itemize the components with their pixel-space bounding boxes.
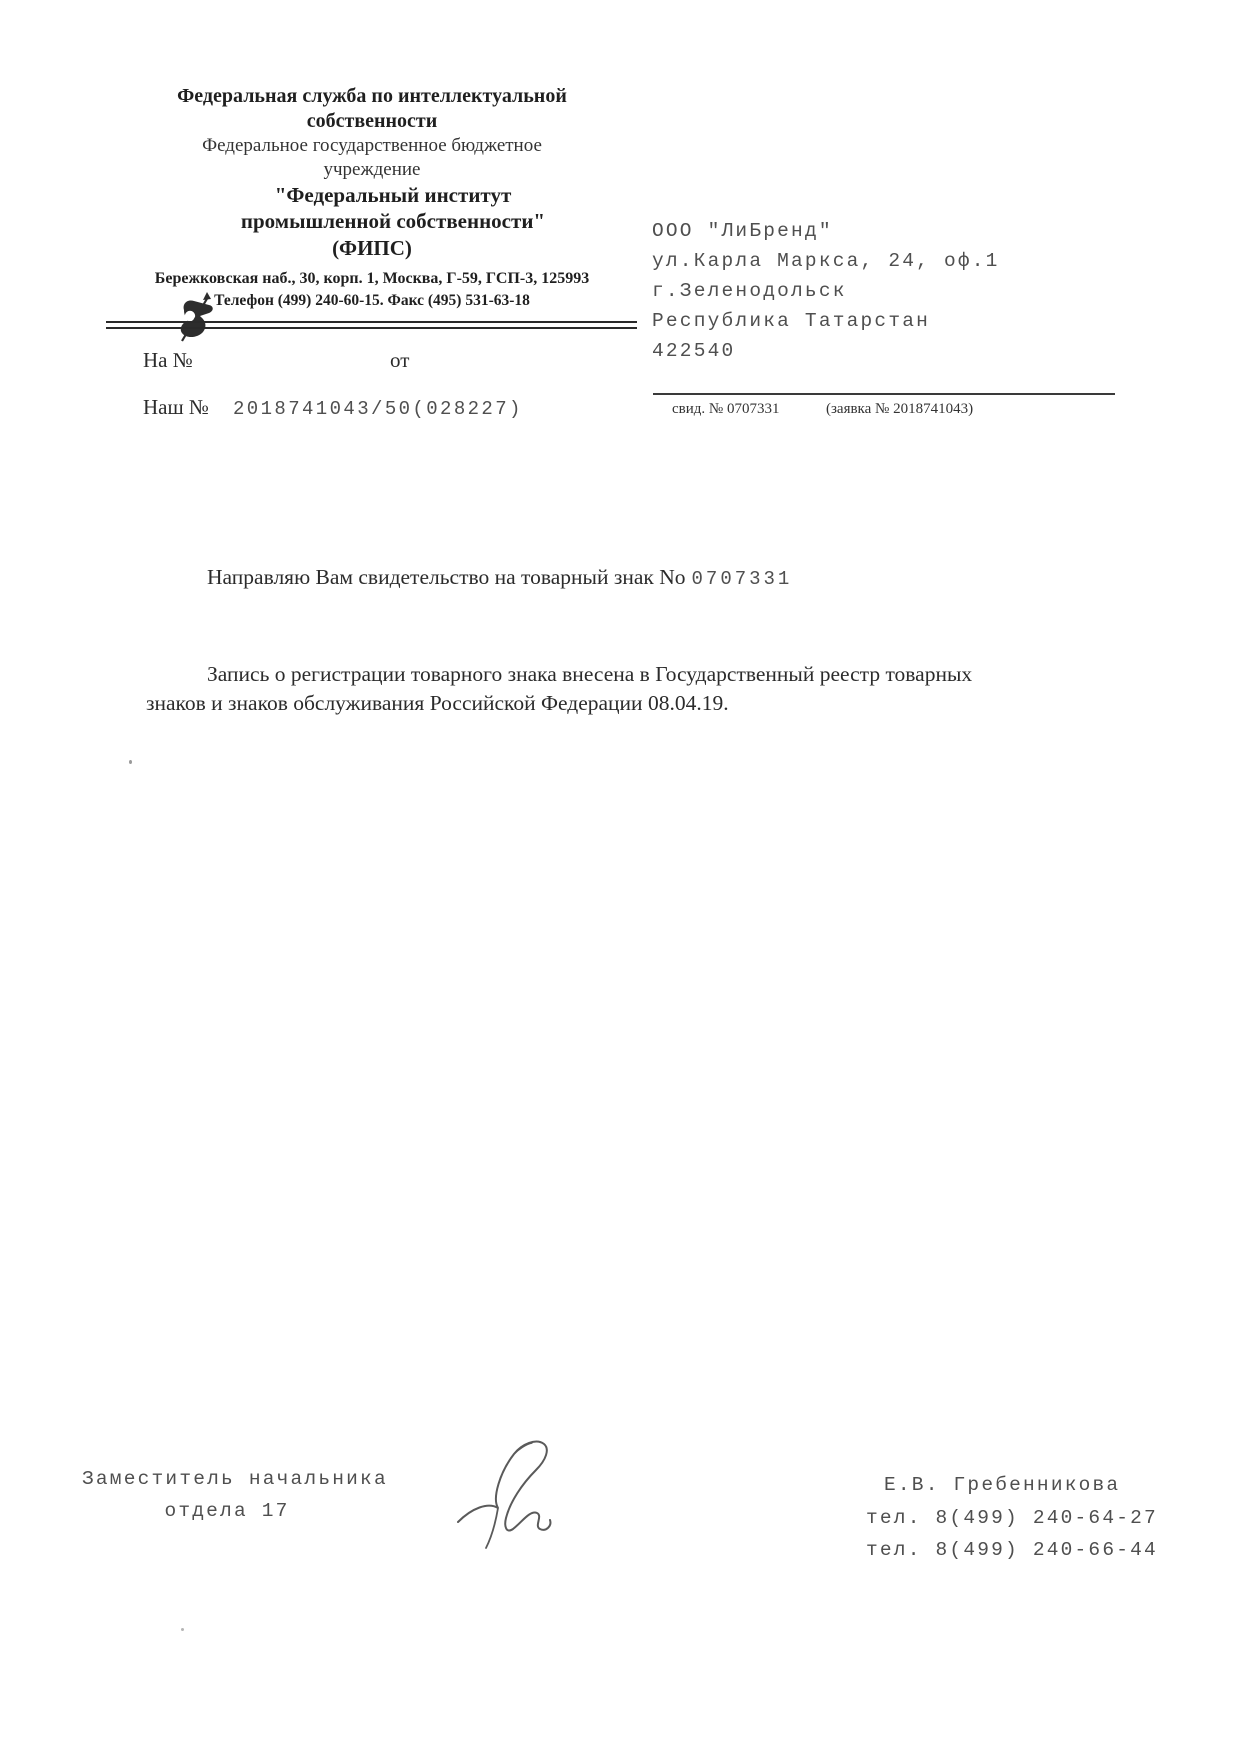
institute-name-line2: промышленной собственности" bbox=[240, 209, 546, 233]
body-paragraph-2-line2: знаков и знаков обслуживания Российской Федерации 08.04.19. bbox=[146, 691, 729, 715]
incoming-date-label: от bbox=[390, 348, 410, 372]
recipient-street: ул.Карла Маркса, 24, оф.1 bbox=[652, 250, 1000, 272]
signer-title-line2: отдела 17 bbox=[164, 1500, 290, 1522]
our-number-label: Наш № bbox=[143, 395, 209, 419]
trademark-number: 0707331 bbox=[691, 568, 793, 590]
handwritten-signature-icon bbox=[452, 1436, 574, 1556]
body-sentence-1-text: Направляю Вам свидетельство на товарный знак No bbox=[207, 565, 686, 589]
certificate-reference-rule bbox=[653, 393, 1115, 395]
letterhead-double-rule bbox=[106, 321, 637, 329]
scan-speck bbox=[129, 760, 132, 764]
our-number-value: 2018741043/50(028227) bbox=[233, 398, 523, 420]
application-number-reference: (заявка № 2018741043) bbox=[826, 401, 974, 417]
agency-name-line1: Федеральная служба по интеллектуальной bbox=[177, 85, 567, 107]
body-sentence-1 bbox=[207, 565, 792, 590]
org-type-line1: Федеральное государственное бюджетное bbox=[202, 135, 542, 156]
contact-phone-2: тел. 8(499) 240-66-44 bbox=[866, 1539, 1158, 1561]
recipient-postcode: 422540 bbox=[652, 340, 736, 362]
body-paragraph-2-line1: Запись о регистрации товарного знака внесена в Государственный реестр товарных bbox=[207, 662, 973, 686]
agency-name-line2: собственности bbox=[306, 110, 438, 132]
fips-emblem-icon bbox=[174, 290, 216, 344]
letterhead-address: Бережковская наб., 30, корп. 1, Москва, Г-59, ГСП-3, 125993 bbox=[154, 270, 590, 287]
scan-speck bbox=[181, 1628, 184, 1631]
recipient-region: Республика Татарстан bbox=[652, 310, 931, 332]
letterhead bbox=[112, 84, 632, 312]
org-type-line2: учреждение bbox=[323, 159, 421, 180]
recipient-address-block bbox=[652, 216, 1000, 366]
incoming-number-label: На № bbox=[143, 348, 193, 372]
institute-name-block bbox=[112, 182, 632, 234]
contact-phone-1: тел. 8(499) 240-64-27 bbox=[866, 1507, 1158, 1529]
letterhead-phone-fax: Телефон (499) 240-60-15. Факс (495) 531-63-18 bbox=[214, 292, 530, 309]
recipient-company: ООО "ЛиБренд" bbox=[652, 220, 833, 242]
certificate-number-reference: свид. № 0707331 bbox=[672, 401, 780, 417]
signer-title-line1: Заместитель начальника bbox=[82, 1468, 388, 1490]
signer-name: Е.В. Гребенникова bbox=[884, 1474, 1121, 1496]
recipient-city: г.Зеленодольск bbox=[652, 280, 847, 302]
institute-abbreviation: (ФИПС) bbox=[332, 236, 412, 260]
institute-name-line1: "Федеральный институт bbox=[274, 183, 512, 207]
